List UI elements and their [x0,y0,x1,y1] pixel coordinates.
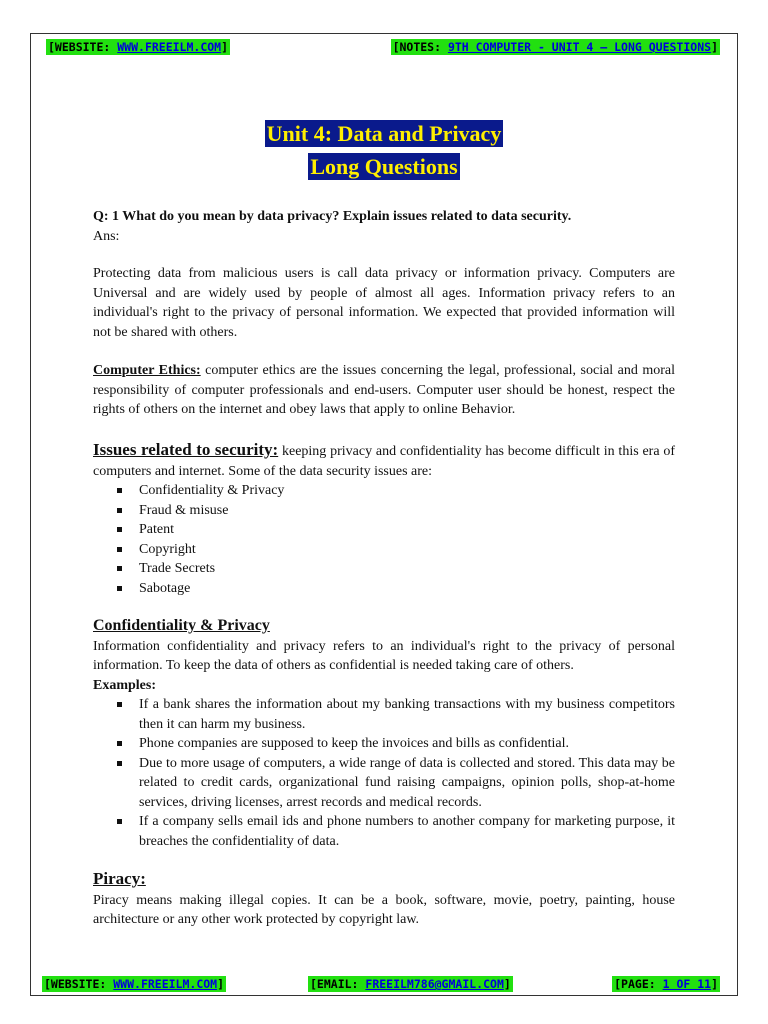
piracy-text: Piracy means making illegal copies. It can be a book, software, movie, poetry, painting, house architecture or any other work protected by copyright law. [93,892,675,927]
header-notes-close: ] [711,40,718,54]
intro-paragraph: Protecting data from malicious users is call data privacy or information privacy. Computers are Universal and are widely used by people of almost all ages. Information privacy refers to an individual's right to the privacy of personal information. We expected that provided information will not be shared with others. [93,266,675,340]
header-website-close: ] [221,40,229,54]
footer-email-link[interactable]: FREEILM786@GMAIL.COM [365,977,504,991]
list-item: Fraud & misuse [93,501,675,521]
header-website-label: [WEBSITE: [48,40,118,54]
page-title: Unit 4: Data and Privacy [266,121,502,146]
footer-website [42,976,226,992]
security-text: keeping privacy and confidentiality has become difficult in this era of computers and internet. Some of the data security issues are: [93,444,675,479]
ethics-text: computer ethics are the issues concerning the legal, professional, social and moral responsibility of computer professionals and end-users. Computer user should be honest, respect the rights of others on the internet and obey laws that apply to online Behavior. [93,363,676,417]
header-notes-link[interactable]: 9TH COMPUTER - UNIT 4 – LONG QUESTIONS [447,40,712,54]
footer-website-label: [WEBSITE: [44,977,114,991]
security-issues-list [93,481,675,598]
list-item: Confidentiality & Privacy [93,481,675,501]
header-website [46,39,230,55]
answer-label: Ans: [93,228,120,244]
footer-website-link[interactable]: WWW.FREEILM.COM [113,977,218,991]
footer-page-number[interactable]: 1 OF 11 [662,977,712,991]
list-item: Trade Secrets [93,559,675,579]
question-block [93,207,675,246]
header-notes [391,39,720,55]
confidentiality-text: Information confidentiality and privacy refers to an individual's right to the privacy of personal information. To keep the data of others as confidential is needed taking care of others. [93,638,675,673]
ethics-block [93,361,675,420]
header-notes-label: [NOTES: [392,40,448,54]
list-item: If a bank shares the information about my banking transactions with my business competitors then it can harm my business. [93,695,675,734]
piracy-block [93,869,675,930]
footer-page [612,976,720,992]
list-item: Copyright [93,540,675,560]
footer-page-label: [PAGE: [614,977,663,991]
security-block [93,440,675,598]
list-item: Patent [93,520,675,540]
list-item: Phone companies are supposed to keep the invoices and bills as confidential. [93,734,675,754]
security-paragraph [93,440,675,481]
confidentiality-block [93,616,675,851]
piracy-heading-row [93,869,675,891]
footer-page-close: ] [711,977,718,991]
security-heading: Issues related to security: [93,440,279,459]
title-line-2-wrap [0,153,768,180]
list-item: If a company sells email ids and phone numbers to another company for marketing purpose, it breaches the confidentiality of data. [93,812,675,851]
examples-label: Examples: [93,677,156,693]
ethics-paragraph [93,361,675,420]
confidentiality-heading: Confidentiality & Privacy [93,617,270,634]
ethics-heading: Computer Ethics: [93,363,201,378]
footer-email [308,976,513,992]
page-subtitle: Long Questions [310,154,458,179]
piracy-heading: Piracy: [93,869,146,888]
question-text: Q: 1 What do you mean by data privacy? Explain issues related to data security. [93,209,572,224]
list-item: Due to more usage of computers, a wide range of data is collected and stored. This data may be related to credit cards, organizational fund raising campaigns, opinion polls, shop-at-home services, driving licenses, arrest records and medical records. [93,754,675,813]
footer-website-close: ] [217,977,225,991]
list-item: Sabotage [93,579,675,599]
confidentiality-heading-row [93,616,675,637]
examples-list [93,695,675,851]
intro-block [93,264,675,342]
title-line-1-wrap [0,120,768,147]
header-website-link[interactable]: WWW.FREEILM.COM [117,40,222,54]
footer-email-close: ] [503,977,511,991]
footer-email-label: [EMAIL: [310,977,366,991]
